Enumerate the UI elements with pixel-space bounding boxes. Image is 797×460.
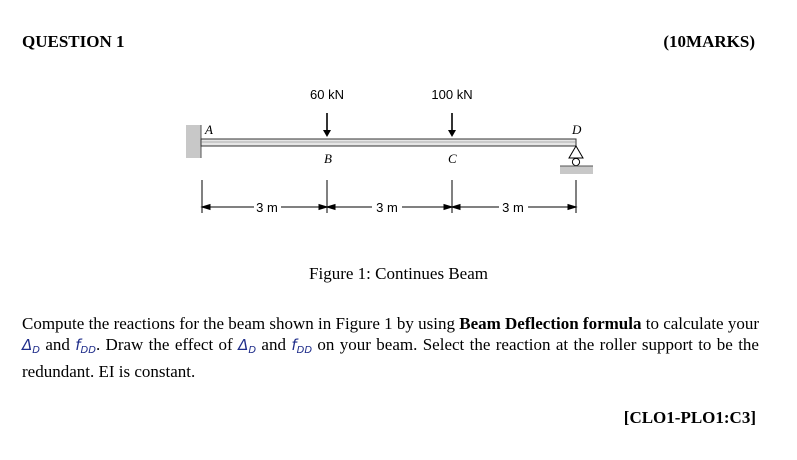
delta-d-symbol: $\Delta_D$ xyxy=(22,336,40,356)
load-arrow-60kn xyxy=(323,113,331,137)
delta-d-symbol-2: $\Delta_D$ xyxy=(238,336,257,356)
f-dd-symbol: $f_{DD}$ xyxy=(75,336,96,356)
span-label-ab: 3 m xyxy=(256,200,278,215)
body-seg4: . Draw the effect of xyxy=(95,335,239,354)
body-seg6: on your beam. Select the reaction at the roller support to be the redundant. EI is constant. xyxy=(22,335,759,381)
fixed-support-wall xyxy=(186,125,201,158)
question-body xyxy=(22,313,759,382)
clo-plo-tag: [CLO1-PLO1:C3] xyxy=(623,408,756,427)
body-seg1: Compute the reactions for the beam shown in Figure 1 by using xyxy=(22,314,460,333)
roller-ground xyxy=(560,166,593,174)
question-title: QUESTION 1 xyxy=(22,32,125,51)
point-label-b: B xyxy=(324,151,332,166)
body-seg2: to calculate your xyxy=(641,314,760,333)
roller-support xyxy=(560,146,593,174)
marks-label: (10MARKS) xyxy=(663,32,755,51)
point-label-c: C xyxy=(448,151,457,166)
load-label-100kn: 100 kN xyxy=(431,87,473,102)
load-arrow-100kn xyxy=(448,113,456,137)
point-label-d: D xyxy=(572,122,582,137)
f-dd-symbol-2: $f_{DD}$ xyxy=(291,336,313,356)
body-seg3: and xyxy=(39,335,76,354)
span-label-bc: 3 m xyxy=(376,200,398,215)
body-bold-formula: Beam Deflection formula xyxy=(459,314,642,333)
beam xyxy=(201,139,576,146)
load-label-60kn: 60 kN xyxy=(310,87,344,102)
figure-caption: Figure 1: Continues Beam xyxy=(309,264,488,283)
body-seg5: and xyxy=(256,335,292,354)
span-label-cd: 3 m xyxy=(502,200,524,215)
point-label-a: A xyxy=(205,122,213,137)
